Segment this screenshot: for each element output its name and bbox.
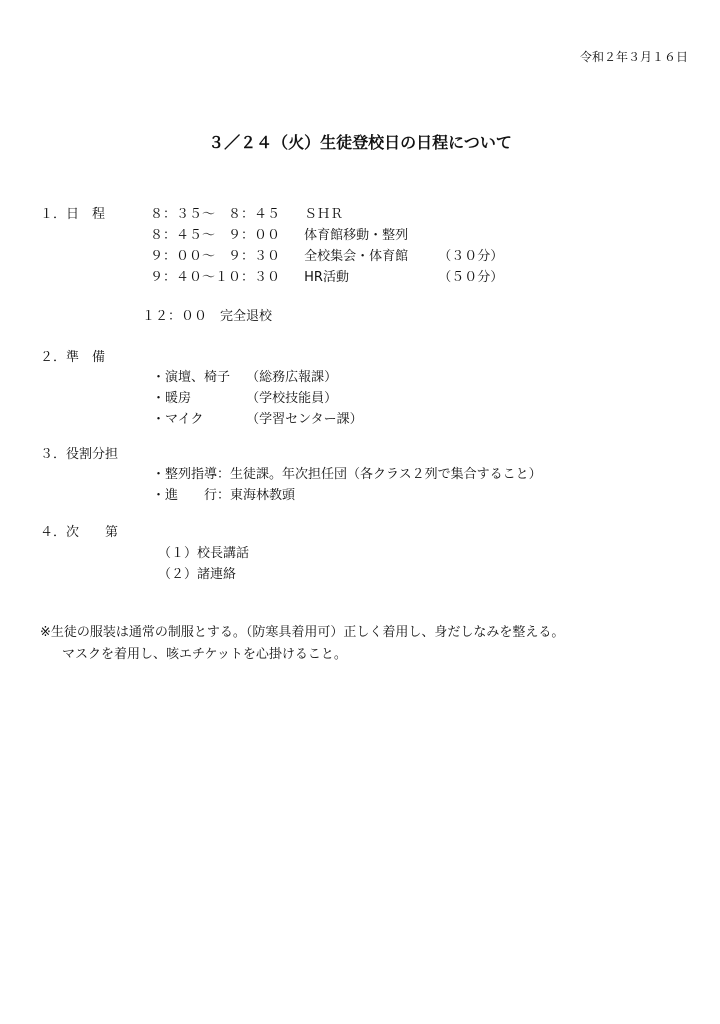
schedule-duration: （３０分） [438, 249, 504, 264]
prep-item-label: ・暖房 [152, 391, 192, 406]
section-heading-roles: ３．役割分担 [40, 447, 119, 462]
section-heading-preparation: ２．準 備 [40, 350, 106, 365]
schedule-time: ９：４０～１０：３０ [150, 270, 281, 285]
schedule-row [150, 269, 503, 287]
schedule-event: HR活動 [304, 270, 349, 285]
document-title: ３／２４（火）生徒登校日の日程について [208, 133, 512, 152]
dismissal-time: １２：００ 完全退校 [142, 309, 273, 324]
list-item: （１）校長講話 [158, 546, 250, 561]
list-item [152, 411, 363, 429]
list-item [152, 390, 337, 408]
schedule-time: ８：４５～ ９：００ [150, 228, 281, 243]
section-heading-program: ４．次 第 [40, 525, 119, 540]
schedule-duration: （５０分） [438, 270, 504, 285]
document-date: 令和２年３月１６日 [579, 50, 688, 64]
list-item: （２）諸連絡 [158, 567, 237, 582]
list-item [152, 369, 337, 387]
prep-item-detail: （学校技能員） [246, 391, 338, 406]
note-line: マスクを着用し、咳エチケットを心掛けること。 [62, 647, 347, 662]
schedule-row [150, 248, 503, 266]
schedule-event: ＳＨＲ [304, 207, 344, 222]
prep-item-label: ・マイク [152, 412, 204, 427]
schedule-time: ９：００～ ９：３０ [150, 249, 281, 264]
schedule-time: ８：３５～ ８：４５ [150, 207, 281, 222]
schedule-row [150, 227, 408, 245]
list-item: ・整列指導：生徒課。年次担任団（各クラス２列で集合すること） [152, 467, 542, 482]
prep-item-detail: （総務広報課） [246, 370, 338, 385]
note-line: ※生徒の服装は通常の制服とする。（防寒具着用可）正しく着用し、身だしなみを整える。 [40, 625, 565, 640]
list-item: ・進 行：東海林教頭 [152, 488, 296, 503]
prep-item-detail: （学習センター課） [246, 412, 363, 427]
section-heading-schedule: １．日 程 [40, 207, 106, 222]
prep-item-label: ・演壇、椅子 [152, 370, 231, 385]
schedule-event: 体育館移動・整列 [304, 228, 409, 243]
schedule-row [150, 206, 343, 224]
schedule-event: 全校集会・体育館 [304, 249, 409, 264]
